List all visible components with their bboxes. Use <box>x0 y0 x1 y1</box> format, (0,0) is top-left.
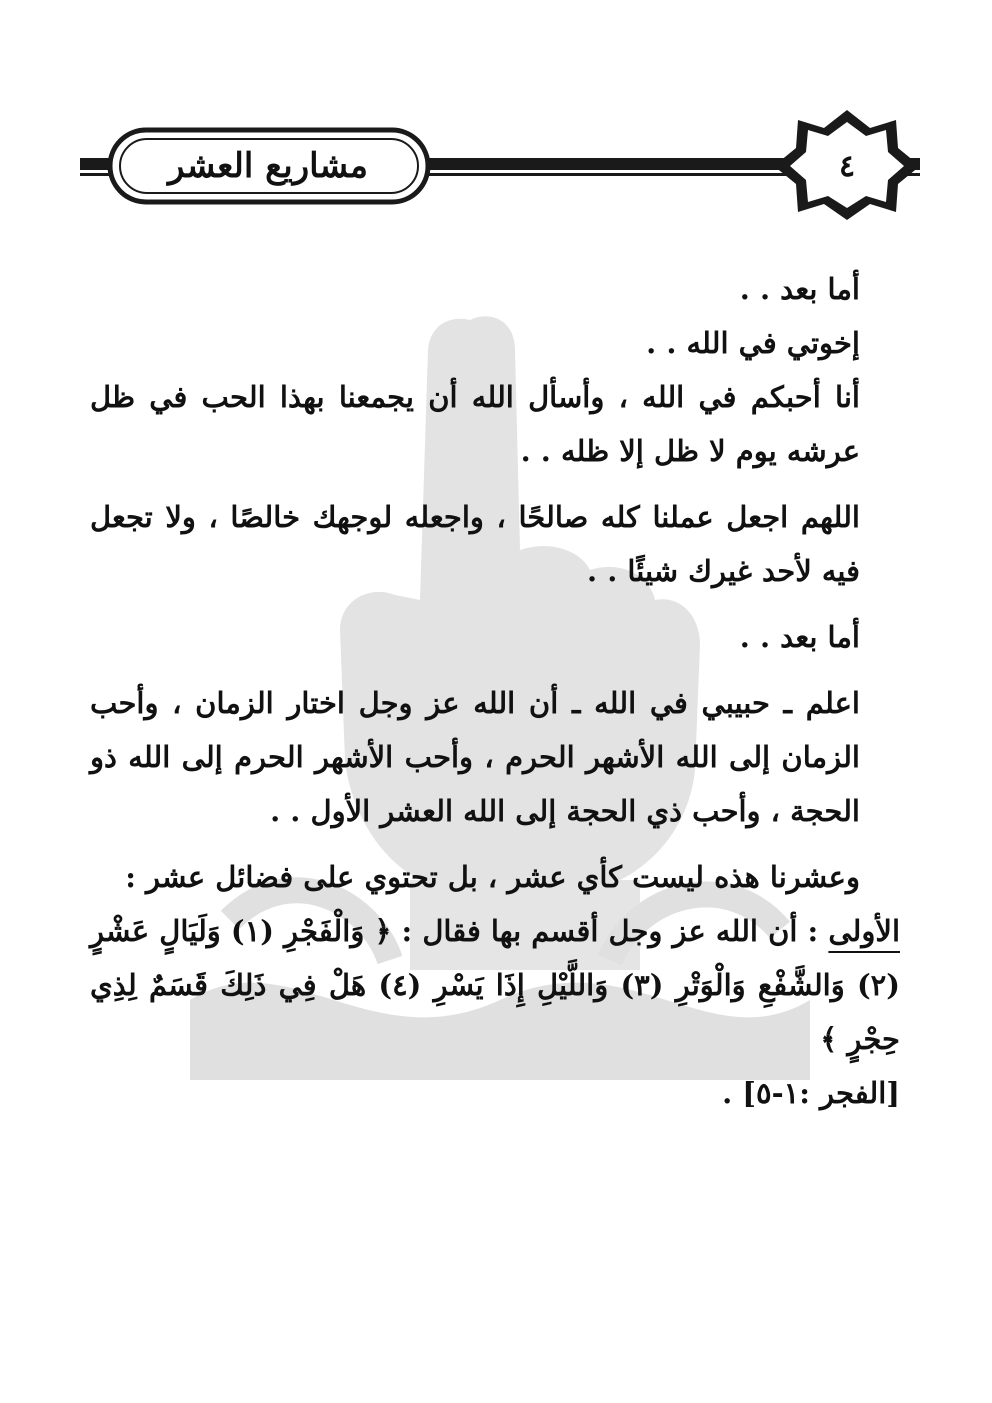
paragraph-love: أنا أحبكم في الله ، وأسأل الله أن يجمعنا بهذا الحب في ظل عرشه يوم لا ظل إلا ظله . . <box>90 380 860 468</box>
paragraph-opening-2: أما بعد . . <box>739 620 860 654</box>
body-text <box>90 262 900 1120</box>
first-virtue-text: : أن الله عز وجل أقسم بها فقال : ﴿ وَالْفَجْرِ (١) وَلَيَالٍ عَشْرٍ (٢) وَالشَّفْعِ وَالْوَتْرِ (٣) وَاللَّيْلِ إِذَا يَسْرِ (٤) هَلْ فِي ذَلِكَ قَسَمٌ لِذِي حِجْرٍ ﴾ <box>90 914 900 1056</box>
paragraph-prayer: اللهم اجعل عملنا كله صالحًا ، واجعله لوجهك خالصًا ، ولا تجعل فيه لأحد غيرك شيئًا . . <box>90 500 860 588</box>
quran-reference: [الفجر :١-٥] . <box>722 1076 900 1110</box>
paragraph-know: اعلم ـ حبيبي في الله ـ أن الله عز وجل اختار الزمان ، وأحب الزمان إلى الله الأشهر الحرم ، وأحب الأشهر الحرم إلى الله ذو الحجة ، وأحب ذي الحجة إلى الله العشر الأول . . <box>90 686 860 828</box>
paragraph-opening: أما بعد . . <box>739 272 860 306</box>
book-title: مشاريع العشر <box>168 146 369 186</box>
first-virtue-label: الأولى <box>828 914 900 948</box>
paragraph-brothers: إخوتي في الله . . <box>646 326 860 360</box>
paragraph-ten-virtues: وعشرنا هذه ليست كأي عشر ، بل تحتوي على فضائل عشر : <box>125 860 860 894</box>
paragraph-first-virtue <box>90 904 900 1066</box>
page-header <box>80 110 920 220</box>
page-number: ٤ <box>838 148 856 184</box>
